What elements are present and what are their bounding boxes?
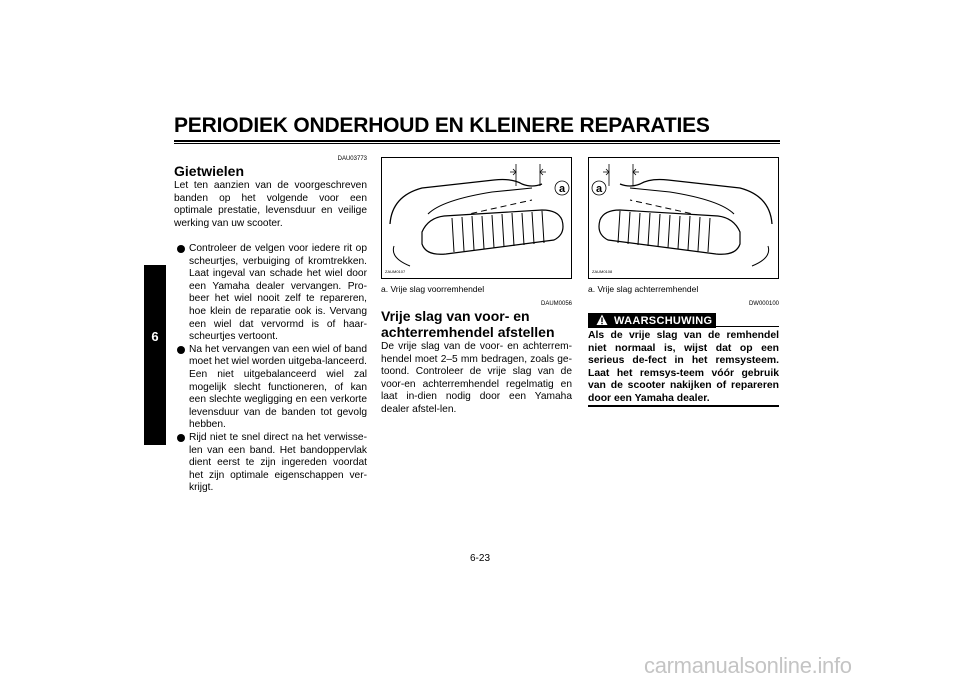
figure-code: ZAUM0107	[385, 269, 406, 274]
brake-paragraph: De vrije slag van de voor- en achterrem-hendel moet 2–5 mm bedragen, zoals ge-toond. Controleer de vrije slag van de voor-en achterremhendel regelmatig en laat in-dien nodig door een Yamaha dealer afstel-len.	[381, 341, 572, 415]
intro-paragraph: Let ten aanzien van de voorgeschreven banden op het volgende voor een optimale prestatie, levensduur en veilige werking van uw scooter.	[174, 180, 367, 229]
section-code-warning: DW000100	[748, 301, 779, 307]
section-code-wheels: DAU03773	[337, 156, 367, 162]
warning-bottom-rule	[588, 405, 779, 407]
watermark: carmanualsonline.info	[644, 653, 852, 678]
figure-callout: a	[595, 183, 603, 195]
list-item	[174, 344, 367, 432]
header-rule	[174, 140, 780, 142]
section-heading-wheels: Gietwielen	[174, 163, 245, 179]
chapter-tab	[144, 265, 166, 445]
section-code-brake: DAUM0056	[540, 301, 572, 307]
figure-callout: a	[558, 183, 566, 195]
list-item	[174, 432, 367, 495]
warning-line	[716, 326, 779, 327]
list-item-text: Rijd niet te snel direct na het verwisse-len van een band. Het bandoppervlak dient eerst te zijn ingereden voordat het zijn optimale eigenschappen ver-krijgt.	[189, 431, 367, 494]
brake-lever-illustration	[589, 158, 779, 279]
warning-text: Als de vrije slag van de remhendel niet normaal is, wijst dat op een serieus de-fect in het remsysteem. Laat het remsys-teem vóór gebruik van de scooter nakijken of repareren door een Yamaha dealer.	[588, 330, 779, 404]
figure-caption-front: a. Vrije slag voorremhendel	[381, 284, 485, 294]
heading-line: Vrije slag van voor- en	[381, 308, 530, 324]
warning-triangle-icon	[596, 314, 608, 326]
heading-line: achterremhendel afstellen	[381, 324, 555, 340]
bullet-dot-icon	[177, 245, 185, 253]
warning-label: WAARSCHUWING	[614, 315, 713, 327]
figure-code: ZAUM0108	[592, 269, 613, 274]
chapter-number: 6	[151, 329, 159, 344]
warning-box	[588, 313, 716, 328]
list-item-text: Controleer de velgen voor iedere rit op scheurtjes, verbuiging of kromtrekken. Laat ingeval van schade het wiel door een Yamaha dealer vervangen. Pro-beer het wiel nooit zelf te repareren, hoe klein de reparatie ook is. Vervang een wiel dat vervormd is of haar-scheurtjes vertoont.	[189, 243, 367, 343]
header-rule-thin	[174, 143, 780, 144]
figure-front-lever	[381, 157, 572, 279]
figure-caption-rear: a. Vrije slag achterremhendel	[588, 284, 699, 294]
figure-rear-lever	[588, 157, 779, 279]
header-title: PERIODIEK ONDERHOUD EN KLEINERE REPARATIES	[174, 114, 710, 137]
bullet-dot-icon	[177, 434, 185, 442]
bullet-list	[174, 243, 367, 495]
page-number: 6-23	[469, 553, 490, 564]
brake-lever-illustration	[382, 158, 572, 279]
bullet-dot-icon	[177, 346, 185, 354]
section-heading-brake	[381, 308, 576, 340]
list-item-text: Na het vervangen van een wiel of band moet het wiel worden uitgeba-lanceerd. Een niet uitgebalanceerd wiel zal mogelijk slecht functioneren, of kan een slechte wegligging en een verkorte levensduur van de banden tot gevolg hebben.	[189, 343, 367, 431]
list-item	[174, 243, 367, 344]
